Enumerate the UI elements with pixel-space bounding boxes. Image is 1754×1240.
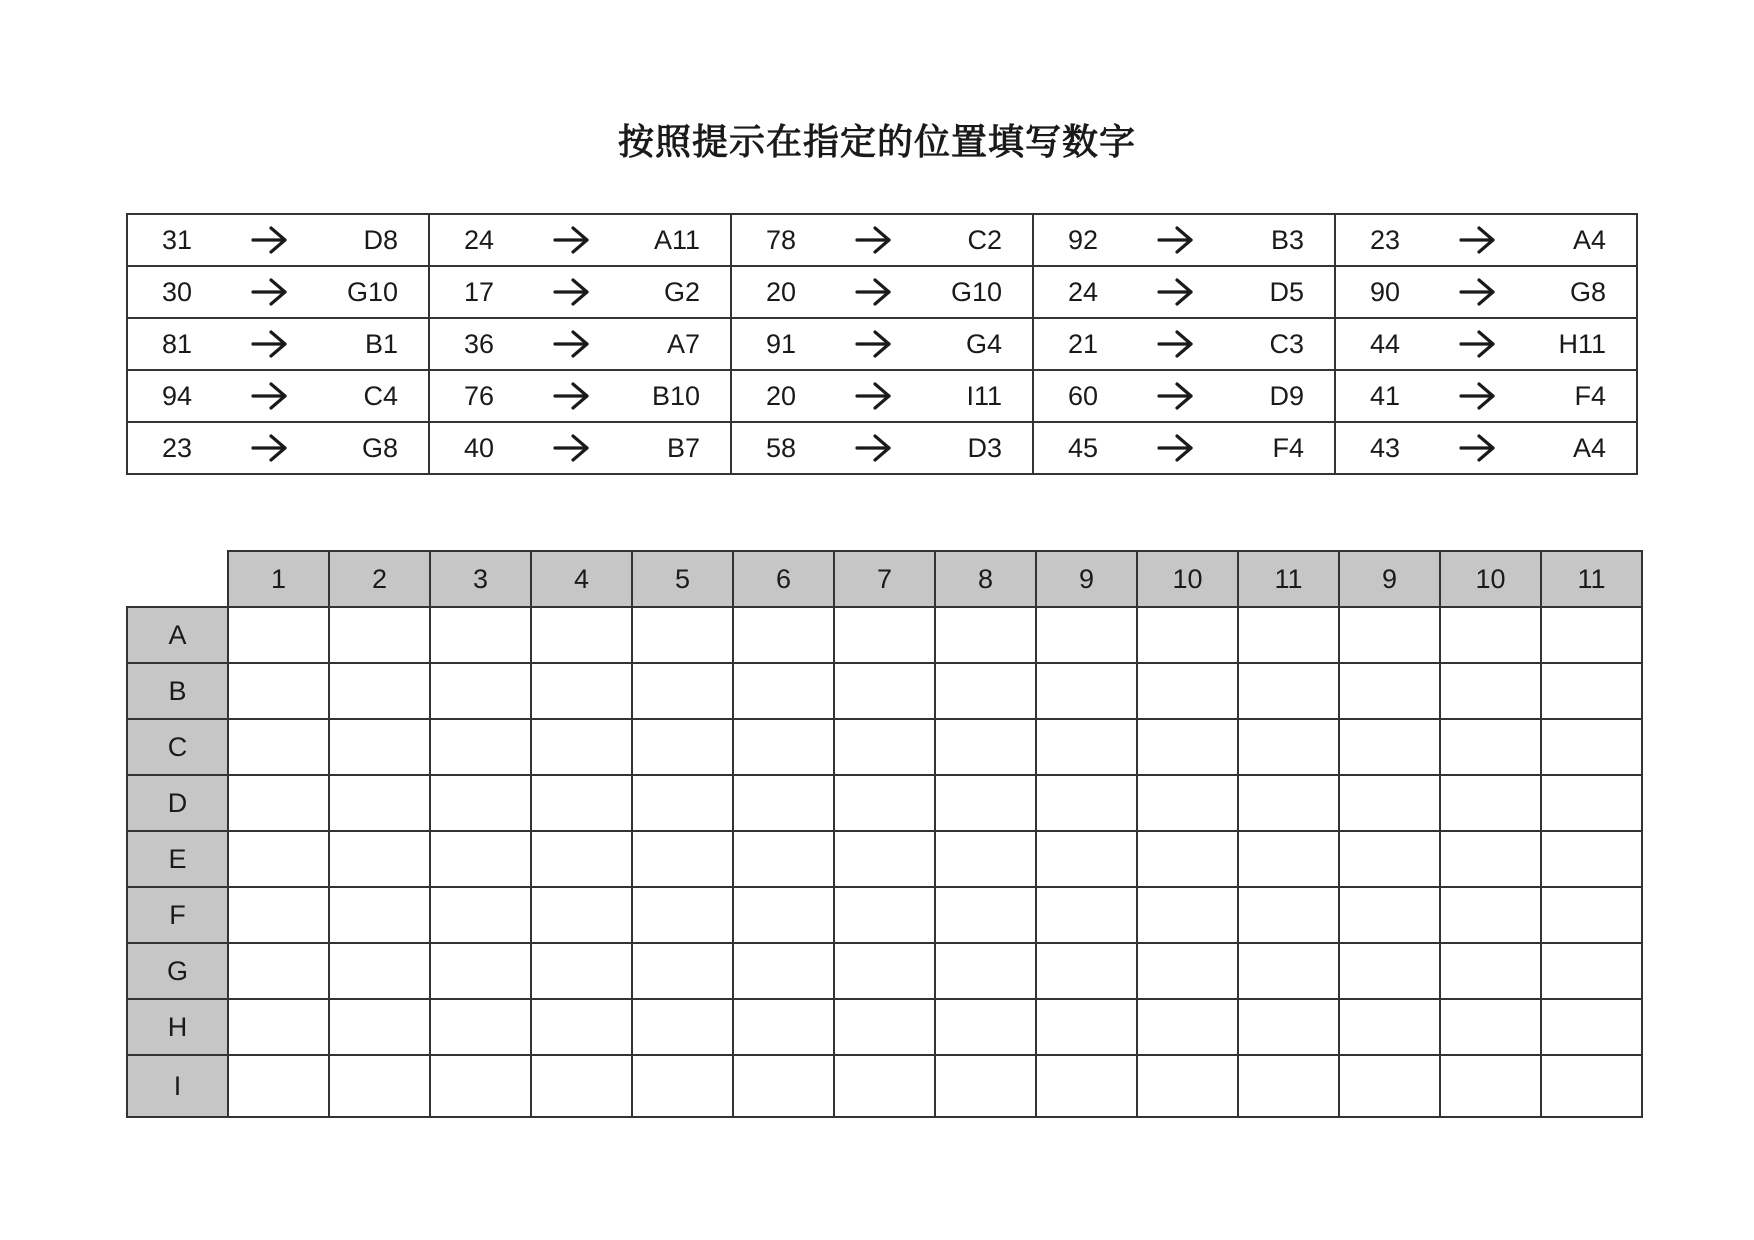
grid-cell[interactable] [430, 663, 531, 719]
grid-cell[interactable] [935, 831, 1036, 887]
grid-cell[interactable] [834, 719, 935, 775]
arrow-right-icon [1430, 422, 1525, 474]
row-header: A [127, 607, 228, 663]
instruction-number: 21 [1033, 318, 1128, 370]
grid-cell[interactable] [733, 607, 834, 663]
instruction-row [127, 318, 1637, 370]
instruction-target: H11 [1525, 318, 1637, 370]
grid-row [127, 663, 1642, 719]
arrow-right-icon [826, 214, 921, 266]
grid-cell[interactable] [1238, 831, 1339, 887]
grid-cell[interactable] [228, 831, 329, 887]
grid-cell[interactable] [632, 943, 733, 999]
instruction-target: G8 [1525, 266, 1637, 318]
instruction-number: 23 [127, 422, 222, 474]
grid-row [127, 775, 1642, 831]
arrow-right-icon [524, 370, 619, 422]
grid-cell[interactable] [632, 999, 733, 1055]
grid-cell[interactable] [329, 775, 430, 831]
row-header: G [127, 943, 228, 999]
grid-cell[interactable] [1137, 887, 1238, 943]
grid-cell[interactable] [935, 663, 1036, 719]
grid-cell[interactable] [834, 1055, 935, 1117]
grid-cell[interactable] [1238, 719, 1339, 775]
grid-cell[interactable] [1541, 719, 1642, 775]
grid-cell[interactable] [733, 999, 834, 1055]
arrow-right-icon [1430, 214, 1525, 266]
arrow-right-icon [1128, 214, 1223, 266]
row-header: D [127, 775, 228, 831]
instruction-row [127, 214, 1637, 266]
grid-cell[interactable] [733, 943, 834, 999]
instruction-number: 41 [1335, 370, 1430, 422]
grid-cell[interactable] [430, 1055, 531, 1117]
grid-cell[interactable] [430, 831, 531, 887]
grid-cell[interactable] [1541, 943, 1642, 999]
instruction-target: A4 [1525, 422, 1637, 474]
instruction-number: 43 [1335, 422, 1430, 474]
instruction-number: 30 [127, 266, 222, 318]
grid-cell[interactable] [531, 719, 632, 775]
row-header: I [127, 1055, 228, 1117]
row-header: B [127, 663, 228, 719]
instruction-target: F4 [1525, 370, 1637, 422]
column-header: 10 [1440, 551, 1541, 607]
grid-cell[interactable] [1339, 719, 1440, 775]
instruction-number: 60 [1033, 370, 1128, 422]
grid-cell[interactable] [1137, 663, 1238, 719]
grid-cell[interactable] [632, 663, 733, 719]
grid-cell[interactable] [1238, 663, 1339, 719]
row-header: E [127, 831, 228, 887]
grid-cell[interactable] [1440, 663, 1541, 719]
column-header: 11 [1541, 551, 1642, 607]
instruction-table [126, 213, 1638, 475]
grid-cell[interactable] [228, 943, 329, 999]
grid-cell[interactable] [1238, 607, 1339, 663]
grid-cell[interactable] [1036, 607, 1137, 663]
grid-cell[interactable] [1036, 719, 1137, 775]
instruction-target: B10 [619, 370, 731, 422]
grid-cell[interactable] [1137, 999, 1238, 1055]
grid-cell[interactable] [1339, 999, 1440, 1055]
grid-cell[interactable] [430, 719, 531, 775]
grid-cell[interactable] [531, 887, 632, 943]
grid-cell[interactable] [935, 1055, 1036, 1117]
column-header: 5 [632, 551, 733, 607]
arrow-right-icon [222, 266, 317, 318]
grid-cell[interactable] [935, 775, 1036, 831]
grid-cell[interactable] [430, 775, 531, 831]
grid-cell[interactable] [531, 663, 632, 719]
arrow-right-icon [826, 422, 921, 474]
grid-cell[interactable] [228, 999, 329, 1055]
grid-cell[interactable] [329, 831, 430, 887]
grid-cell[interactable] [834, 775, 935, 831]
grid-cell[interactable] [1137, 1055, 1238, 1117]
grid-cell[interactable] [1036, 1055, 1137, 1117]
grid-cell[interactable] [1541, 1055, 1642, 1117]
grid-cell[interactable] [1339, 887, 1440, 943]
grid-cell[interactable] [1541, 999, 1642, 1055]
instruction-target: A7 [619, 318, 731, 370]
instruction-target: D8 [317, 214, 429, 266]
grid-cell[interactable] [228, 663, 329, 719]
column-header: 9 [1339, 551, 1440, 607]
grid-cell[interactable] [228, 887, 329, 943]
grid-cell[interactable] [632, 719, 733, 775]
instruction-number: 78 [731, 214, 826, 266]
grid-cell[interactable] [1339, 1055, 1440, 1117]
instruction-number: 76 [429, 370, 524, 422]
grid-cell[interactable] [1238, 999, 1339, 1055]
grid-cell[interactable] [632, 775, 733, 831]
grid-cell[interactable] [1541, 607, 1642, 663]
arrow-right-icon [524, 266, 619, 318]
arrow-right-icon [1430, 266, 1525, 318]
arrow-right-icon [826, 318, 921, 370]
grid-cell[interactable] [1339, 663, 1440, 719]
instruction-number: 20 [731, 266, 826, 318]
grid-cell[interactable] [935, 607, 1036, 663]
instruction-target: D3 [921, 422, 1033, 474]
instruction-target: G2 [619, 266, 731, 318]
grid-cell[interactable] [834, 999, 935, 1055]
instruction-target: G10 [921, 266, 1033, 318]
arrow-right-icon [826, 370, 921, 422]
grid-cell[interactable] [1238, 1055, 1339, 1117]
grid-cell[interactable] [1339, 775, 1440, 831]
instruction-number: 90 [1335, 266, 1430, 318]
instruction-target: A4 [1525, 214, 1637, 266]
arrow-right-icon [222, 422, 317, 474]
instruction-number: 20 [731, 370, 826, 422]
grid-cell[interactable] [1036, 943, 1137, 999]
grid-cell[interactable] [430, 943, 531, 999]
grid-corner [127, 551, 228, 607]
grid-cell[interactable] [329, 663, 430, 719]
grid-cell[interactable] [1137, 607, 1238, 663]
grid-cell[interactable] [329, 1055, 430, 1117]
instruction-row [127, 266, 1637, 318]
grid-cell[interactable] [1036, 831, 1137, 887]
grid-cell[interactable] [632, 1055, 733, 1117]
instruction-target: C2 [921, 214, 1033, 266]
instruction-number: 44 [1335, 318, 1430, 370]
instruction-target: B3 [1223, 214, 1335, 266]
grid-cell[interactable] [1137, 719, 1238, 775]
arrow-right-icon [1128, 318, 1223, 370]
grid-cell[interactable] [935, 719, 1036, 775]
arrow-right-icon [1128, 266, 1223, 318]
arrow-right-icon [222, 214, 317, 266]
instruction-number: 36 [429, 318, 524, 370]
column-header: 10 [1137, 551, 1238, 607]
grid-cell[interactable] [1541, 775, 1642, 831]
instruction-number: 92 [1033, 214, 1128, 266]
grid-cell[interactable] [531, 775, 632, 831]
arrow-right-icon [1128, 370, 1223, 422]
grid-cell[interactable] [834, 831, 935, 887]
grid-cell[interactable] [1036, 999, 1137, 1055]
grid-cell[interactable] [632, 831, 733, 887]
instruction-target: G10 [317, 266, 429, 318]
row-header: H [127, 999, 228, 1055]
grid-cell[interactable] [1440, 775, 1541, 831]
arrow-right-icon [1430, 318, 1525, 370]
grid-cell[interactable] [329, 887, 430, 943]
grid-cell[interactable] [531, 1055, 632, 1117]
grid-cell[interactable] [228, 775, 329, 831]
instruction-number: 94 [127, 370, 222, 422]
grid-cell[interactable] [1440, 887, 1541, 943]
instruction-number: 24 [1033, 266, 1128, 318]
grid-cell[interactable] [329, 607, 430, 663]
grid-cell[interactable] [1541, 831, 1642, 887]
instruction-target: G8 [317, 422, 429, 474]
grid-cell[interactable] [1440, 999, 1541, 1055]
column-header: 4 [531, 551, 632, 607]
grid-cell[interactable] [1440, 719, 1541, 775]
grid-cell[interactable] [1137, 831, 1238, 887]
instruction-number: 24 [429, 214, 524, 266]
arrow-right-icon [222, 318, 317, 370]
grid-cell[interactable] [1440, 1055, 1541, 1117]
grid-cell[interactable] [733, 775, 834, 831]
grid-row [127, 607, 1642, 663]
grid-cell[interactable] [1339, 943, 1440, 999]
instruction-target: F4 [1223, 422, 1335, 474]
grid-row [127, 887, 1642, 943]
instruction-number: 40 [429, 422, 524, 474]
column-header: 3 [430, 551, 531, 607]
grid-cell[interactable] [1339, 607, 1440, 663]
grid-cell[interactable] [733, 719, 834, 775]
column-header: 11 [1238, 551, 1339, 607]
arrow-right-icon [826, 266, 921, 318]
grid-cell[interactable] [834, 887, 935, 943]
instruction-row [127, 422, 1637, 474]
row-header: C [127, 719, 228, 775]
column-header: 6 [733, 551, 834, 607]
page-title: 按照提示在指定的位置填写数字 [617, 122, 1136, 163]
grid-row [127, 831, 1642, 887]
arrow-right-icon [1128, 422, 1223, 474]
grid-cell[interactable] [228, 607, 329, 663]
grid-cell[interactable] [329, 999, 430, 1055]
arrow-right-icon [1430, 370, 1525, 422]
column-header: 8 [935, 551, 1036, 607]
instruction-number: 45 [1033, 422, 1128, 474]
column-header: 1 [228, 551, 329, 607]
grid-cell[interactable] [935, 999, 1036, 1055]
grid-cell[interactable] [1541, 663, 1642, 719]
grid-cell[interactable] [430, 887, 531, 943]
grid-cell[interactable] [430, 607, 531, 663]
grid-cell[interactable] [935, 943, 1036, 999]
instruction-target: C3 [1223, 318, 1335, 370]
grid-cell[interactable] [228, 719, 329, 775]
grid-cell[interactable] [329, 943, 430, 999]
grid-cell[interactable] [733, 887, 834, 943]
grid-cell[interactable] [228, 1055, 329, 1117]
answer-grid [126, 550, 1643, 1118]
instruction-target: D5 [1223, 266, 1335, 318]
grid-cell[interactable] [1238, 943, 1339, 999]
grid-cell[interactable] [430, 999, 531, 1055]
instruction-number: 58 [731, 422, 826, 474]
instruction-target: C4 [317, 370, 429, 422]
grid-cell[interactable] [329, 719, 430, 775]
instruction-target: A11 [619, 214, 731, 266]
grid-cell[interactable] [632, 887, 733, 943]
grid-cell[interactable] [1036, 775, 1137, 831]
grid-cell[interactable] [1238, 775, 1339, 831]
instruction-target: B7 [619, 422, 731, 474]
grid-row [127, 943, 1642, 999]
row-header: F [127, 887, 228, 943]
grid-cell[interactable] [1137, 775, 1238, 831]
grid-cell[interactable] [834, 943, 935, 999]
column-header: 7 [834, 551, 935, 607]
grid-header-row [127, 551, 1642, 607]
grid-cell[interactable] [1440, 831, 1541, 887]
instruction-number: 23 [1335, 214, 1430, 266]
column-header: 2 [329, 551, 430, 607]
instruction-row [127, 370, 1637, 422]
grid-cell[interactable] [531, 999, 632, 1055]
instruction-number: 91 [731, 318, 826, 370]
grid-cell[interactable] [531, 831, 632, 887]
instruction-number: 31 [127, 214, 222, 266]
grid-cell[interactable] [531, 607, 632, 663]
grid-cell[interactable] [834, 607, 935, 663]
column-header: 9 [1036, 551, 1137, 607]
grid-cell[interactable] [1137, 943, 1238, 999]
arrow-right-icon [524, 214, 619, 266]
grid-cell[interactable] [1440, 943, 1541, 999]
instruction-target: I11 [921, 370, 1033, 422]
instruction-number: 81 [127, 318, 222, 370]
grid-cell[interactable] [632, 607, 733, 663]
grid-cell[interactable] [1238, 887, 1339, 943]
grid-row [127, 719, 1642, 775]
grid-cell[interactable] [1036, 887, 1137, 943]
grid-cell[interactable] [1036, 663, 1137, 719]
arrow-right-icon [524, 318, 619, 370]
grid-cell[interactable] [733, 1055, 834, 1117]
grid-cell[interactable] [935, 887, 1036, 943]
instruction-target: G4 [921, 318, 1033, 370]
grid-cell[interactable] [733, 831, 834, 887]
grid-cell[interactable] [1541, 887, 1642, 943]
grid-cell[interactable] [531, 943, 632, 999]
instruction-target: D9 [1223, 370, 1335, 422]
grid-cell[interactable] [1339, 831, 1440, 887]
grid-cell[interactable] [834, 663, 935, 719]
instruction-number: 17 [429, 266, 524, 318]
grid-row [127, 1055, 1642, 1117]
arrow-right-icon [222, 370, 317, 422]
arrow-right-icon [524, 422, 619, 474]
grid-cell[interactable] [733, 663, 834, 719]
grid-cell[interactable] [1440, 607, 1541, 663]
grid-row [127, 999, 1642, 1055]
instruction-target: B1 [317, 318, 429, 370]
